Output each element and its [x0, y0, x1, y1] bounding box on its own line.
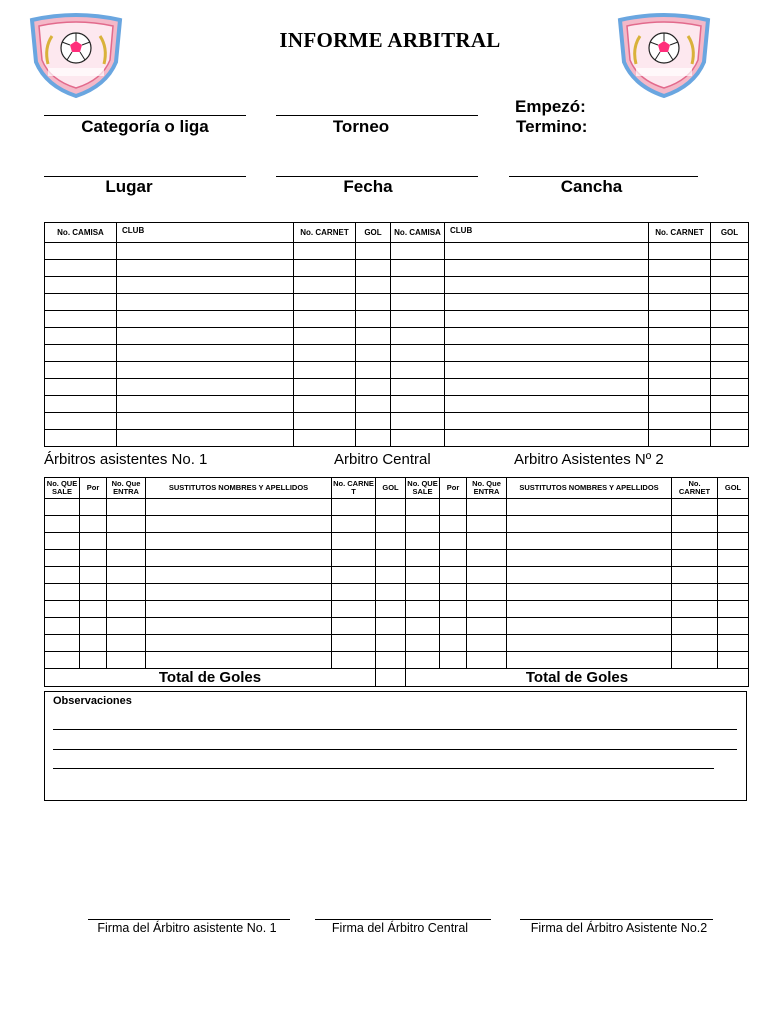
table-cell[interactable]	[406, 533, 440, 550]
table-cell[interactable]	[146, 499, 332, 516]
table-cell[interactable]	[445, 430, 649, 447]
categoria-label: Categoría o liga	[81, 117, 209, 136]
table-cell[interactable]	[391, 362, 445, 379]
table-cell[interactable]	[376, 652, 406, 669]
table-cell[interactable]	[356, 243, 391, 260]
table-cell[interactable]	[356, 430, 391, 447]
table-cell[interactable]	[672, 567, 718, 584]
table-cell[interactable]	[80, 516, 107, 533]
header-que-entra: No. Que ENTRA	[107, 478, 146, 499]
table-cell[interactable]	[672, 516, 718, 533]
table-cell[interactable]	[45, 499, 80, 516]
table-cell[interactable]	[117, 277, 294, 294]
table-row	[45, 379, 749, 396]
table-cell[interactable]	[117, 260, 294, 277]
table-cell[interactable]	[711, 311, 749, 328]
table-cell[interactable]	[718, 567, 749, 584]
table-cell[interactable]	[107, 550, 146, 567]
table-cell[interactable]	[672, 618, 718, 635]
table-cell[interactable]	[294, 345, 356, 362]
table-cell[interactable]	[356, 396, 391, 413]
table-cell[interactable]	[672, 635, 718, 652]
table-cell[interactable]	[391, 311, 445, 328]
table-cell[interactable]	[445, 294, 649, 311]
table-cell[interactable]	[507, 499, 672, 516]
table-cell[interactable]	[672, 550, 718, 567]
table-cell[interactable]	[117, 413, 294, 430]
table-row	[45, 499, 749, 516]
table-cell[interactable]	[467, 533, 507, 550]
table-cell[interactable]	[467, 652, 507, 669]
table-cell[interactable]	[467, 567, 507, 584]
table-cell[interactable]	[391, 260, 445, 277]
table-cell[interactable]	[649, 260, 711, 277]
table-cell[interactable]	[649, 277, 711, 294]
table-cell[interactable]	[711, 260, 749, 277]
table-cell[interactable]	[376, 516, 406, 533]
table-cell[interactable]	[45, 516, 80, 533]
table-cell[interactable]	[332, 550, 376, 567]
table-cell[interactable]	[391, 430, 445, 447]
club-logo-left	[26, 12, 126, 98]
table-cell[interactable]	[718, 533, 749, 550]
header-gol: GOL	[718, 478, 749, 499]
table-cell[interactable]	[45, 362, 117, 379]
table-row	[45, 345, 749, 362]
table-cell[interactable]	[356, 311, 391, 328]
header-por: Por	[80, 478, 107, 499]
header-gol: GOL	[376, 478, 406, 499]
table-cell[interactable]	[45, 618, 80, 635]
header-gol: GOL	[711, 223, 749, 243]
table-cell[interactable]	[445, 328, 649, 345]
table-cell[interactable]	[467, 635, 507, 652]
header-que-sale: No. QUE SALE	[45, 478, 80, 499]
table-cell[interactable]	[294, 396, 356, 413]
table-cell[interactable]	[117, 430, 294, 447]
table-cell[interactable]	[440, 635, 467, 652]
table-cell[interactable]	[718, 499, 749, 516]
table-cell[interactable]	[649, 396, 711, 413]
table-cell[interactable]	[356, 294, 391, 311]
table-cell[interactable]	[356, 260, 391, 277]
lugar-label: Lugar	[105, 177, 153, 196]
table-row	[45, 413, 749, 430]
table-cell[interactable]	[45, 294, 117, 311]
table-cell[interactable]	[107, 652, 146, 669]
table-cell[interactable]	[117, 243, 294, 260]
table-cell[interactable]	[376, 635, 406, 652]
table-cell[interactable]	[45, 396, 117, 413]
header-camisa: No. CAMISA	[45, 223, 117, 243]
table-cell[interactable]	[45, 260, 117, 277]
table-cell[interactable]	[117, 379, 294, 396]
table-cell[interactable]	[376, 533, 406, 550]
table-cell[interactable]	[356, 413, 391, 430]
table-cell[interactable]	[406, 550, 440, 567]
table-cell[interactable]	[332, 652, 376, 669]
table-row	[45, 533, 749, 550]
table-cell[interactable]	[445, 345, 649, 362]
table-cell[interactable]	[391, 413, 445, 430]
table-cell[interactable]	[649, 243, 711, 260]
table-cell[interactable]	[294, 294, 356, 311]
table-cell[interactable]	[80, 601, 107, 618]
table-cell[interactable]	[649, 294, 711, 311]
table-cell[interactable]	[117, 362, 294, 379]
table-cell[interactable]	[376, 618, 406, 635]
table-cell[interactable]	[467, 499, 507, 516]
table-cell[interactable]	[376, 567, 406, 584]
table-cell[interactable]	[718, 516, 749, 533]
table-cell[interactable]	[332, 584, 376, 601]
table-cell[interactable]	[391, 396, 445, 413]
table-cell[interactable]	[356, 345, 391, 362]
table-cell[interactable]	[445, 260, 649, 277]
table-row	[45, 328, 749, 345]
table-cell[interactable]	[332, 533, 376, 550]
table-cell[interactable]	[445, 243, 649, 260]
table-cell[interactable]	[45, 430, 117, 447]
table-cell[interactable]	[649, 430, 711, 447]
table-cell[interactable]	[711, 430, 749, 447]
table-cell[interactable]	[391, 294, 445, 311]
table-cell[interactable]	[406, 618, 440, 635]
table-cell[interactable]	[718, 550, 749, 567]
table-cell[interactable]	[711, 243, 749, 260]
header-carnet: No. CARNE T	[332, 478, 376, 499]
table-cell[interactable]	[80, 635, 107, 652]
table-cell[interactable]	[718, 635, 749, 652]
table-cell[interactable]	[406, 635, 440, 652]
table-cell[interactable]	[294, 379, 356, 396]
table-cell[interactable]	[440, 533, 467, 550]
table-cell[interactable]	[467, 550, 507, 567]
table-cell[interactable]	[146, 618, 332, 635]
table-row	[45, 396, 749, 413]
table-cell[interactable]	[45, 601, 80, 618]
table-cell[interactable]	[107, 499, 146, 516]
table-cell[interactable]	[718, 601, 749, 618]
table-cell[interactable]	[507, 550, 672, 567]
torneo-label: Torneo	[332, 117, 390, 136]
total-goals-cell-left[interactable]	[376, 669, 406, 687]
table-cell[interactable]	[376, 601, 406, 618]
observation-line[interactable]	[53, 749, 737, 750]
table-cell[interactable]	[440, 584, 467, 601]
table-cell[interactable]	[711, 294, 749, 311]
header-gol: GOL	[356, 223, 391, 243]
signature-line-central[interactable]	[315, 919, 491, 920]
table-cell[interactable]	[45, 328, 117, 345]
table-cell[interactable]	[391, 328, 445, 345]
table-cell[interactable]	[718, 584, 749, 601]
table-cell[interactable]	[406, 584, 440, 601]
table-cell[interactable]	[45, 635, 80, 652]
table-cell[interactable]	[356, 379, 391, 396]
table-cell[interactable]	[45, 379, 117, 396]
table-cell[interactable]	[391, 379, 445, 396]
table-cell[interactable]	[672, 601, 718, 618]
table-cell[interactable]	[80, 567, 107, 584]
table-cell[interactable]	[649, 413, 711, 430]
table-row	[45, 635, 749, 652]
table-cell[interactable]	[467, 516, 507, 533]
table-cell[interactable]	[711, 396, 749, 413]
table-cell[interactable]	[711, 277, 749, 294]
table-cell[interactable]	[507, 652, 672, 669]
table-cell[interactable]	[80, 550, 107, 567]
table-cell[interactable]	[507, 567, 672, 584]
header-que-entra: No. Que ENTRA	[467, 478, 507, 499]
table-cell[interactable]	[332, 618, 376, 635]
substitutions-table	[44, 477, 749, 687]
table-cell[interactable]	[672, 652, 718, 669]
table-row	[45, 430, 749, 447]
table-cell[interactable]	[445, 362, 649, 379]
table-cell[interactable]	[718, 652, 749, 669]
table-cell[interactable]	[146, 601, 332, 618]
torneo-line[interactable]	[276, 115, 478, 116]
header-sustitutos: SUSTITUTOS NOMBRES Y APELLIDOS	[146, 478, 332, 499]
table-cell[interactable]	[146, 567, 332, 584]
header-club: CLUB	[117, 223, 294, 243]
table-cell[interactable]	[107, 533, 146, 550]
table-cell[interactable]	[672, 499, 718, 516]
club-logo-right	[614, 12, 714, 98]
table-cell[interactable]	[440, 516, 467, 533]
header-que-sale: No. QUE SALE	[406, 478, 440, 499]
signature-label-central: Firma del Árbitro Central	[331, 921, 469, 935]
table-cell[interactable]	[649, 362, 711, 379]
table-cell[interactable]	[356, 277, 391, 294]
table-cell[interactable]	[356, 328, 391, 345]
total-goals-label-right: Total de Goles	[406, 669, 749, 687]
table-cell[interactable]	[718, 618, 749, 635]
table-cell[interactable]	[440, 652, 467, 669]
table-cell[interactable]	[406, 516, 440, 533]
page-title: INFORME ARBITRAL	[279, 28, 501, 52]
table-cell[interactable]	[406, 567, 440, 584]
signature-line-assistant-1[interactable]	[88, 919, 290, 920]
table-cell[interactable]	[406, 652, 440, 669]
table-cell[interactable]	[445, 413, 649, 430]
table-cell[interactable]	[45, 584, 80, 601]
table-cell[interactable]	[376, 584, 406, 601]
header-carnet: No. CARNET	[649, 223, 711, 243]
table-cell[interactable]	[107, 601, 146, 618]
referee-assistant-1-label: Árbitros asistentes No. 1	[44, 451, 208, 468]
table-row	[45, 243, 749, 260]
table-cell[interactable]	[445, 396, 649, 413]
table-cell[interactable]	[711, 362, 749, 379]
table-cell[interactable]	[649, 345, 711, 362]
table-cell[interactable]	[672, 584, 718, 601]
referee-central-label: Arbitro Central	[334, 451, 431, 468]
table-row	[45, 584, 749, 601]
table-cell[interactable]	[80, 499, 107, 516]
table-cell[interactable]	[391, 243, 445, 260]
players-table	[44, 222, 749, 447]
table-cell[interactable]	[445, 379, 649, 396]
table-row	[45, 260, 749, 277]
table-cell[interactable]	[80, 533, 107, 550]
table-cell[interactable]	[117, 311, 294, 328]
table-cell[interactable]	[507, 533, 672, 550]
table-cell[interactable]	[391, 345, 445, 362]
table-cell[interactable]	[294, 362, 356, 379]
table-cell[interactable]	[332, 601, 376, 618]
table-cell[interactable]	[332, 567, 376, 584]
table-cell[interactable]	[45, 567, 80, 584]
referee-assistant-2-label: Arbitro Asistentes Nº 2	[514, 451, 664, 468]
table-cell[interactable]	[146, 550, 332, 567]
table-row	[45, 652, 749, 669]
table-cell[interactable]	[294, 277, 356, 294]
observation-line[interactable]	[53, 729, 737, 730]
table-cell[interactable]	[440, 499, 467, 516]
header-carnet: No. CARNET	[672, 478, 718, 499]
table-cell[interactable]	[107, 584, 146, 601]
signature-label-assistant-1: Firma del Árbitro asistente No. 1	[97, 921, 277, 935]
table-cell[interactable]	[507, 618, 672, 635]
table-row	[45, 311, 749, 328]
table-cell[interactable]	[711, 379, 749, 396]
header-carnet: No. CARNET	[294, 223, 356, 243]
table-cell[interactable]	[80, 652, 107, 669]
table-cell[interactable]	[146, 516, 332, 533]
table-cell[interactable]	[445, 277, 649, 294]
termino-label: Termino:	[516, 117, 588, 136]
cancha-label: Cancha	[560, 177, 623, 196]
table-cell[interactable]	[406, 601, 440, 618]
table-cell[interactable]	[294, 260, 356, 277]
header-club: CLUB	[445, 223, 649, 243]
table-cell[interactable]	[45, 277, 117, 294]
table-cell[interactable]	[107, 635, 146, 652]
table-cell[interactable]	[294, 243, 356, 260]
table-cell[interactable]	[507, 601, 672, 618]
signature-label-assistant-2: Firma del Árbitro Asistente No.2	[530, 921, 708, 935]
table-row	[45, 601, 749, 618]
table-cell[interactable]	[80, 584, 107, 601]
header-camisa: No. CAMISA	[391, 223, 445, 243]
fecha-label: Fecha	[343, 177, 393, 196]
table-cell[interactable]	[445, 311, 649, 328]
table-cell[interactable]	[294, 311, 356, 328]
table-cell[interactable]	[45, 345, 117, 362]
table-cell[interactable]	[117, 396, 294, 413]
table-cell[interactable]	[45, 550, 80, 567]
table-cell[interactable]	[45, 311, 117, 328]
table-cell[interactable]	[507, 635, 672, 652]
table-cell[interactable]	[376, 499, 406, 516]
table-cell[interactable]	[440, 567, 467, 584]
table-cell[interactable]	[440, 550, 467, 567]
table-cell[interactable]	[376, 550, 406, 567]
table-row	[45, 516, 749, 533]
table-row	[45, 362, 749, 379]
header-sustitutos: SUSTITUTOS NOMBRES Y APELLIDOS	[507, 478, 672, 499]
table-cell[interactable]	[406, 499, 440, 516]
table-cell[interactable]	[332, 499, 376, 516]
table-cell[interactable]	[146, 584, 332, 601]
table-cell[interactable]	[467, 601, 507, 618]
table-cell[interactable]	[672, 533, 718, 550]
table-cell[interactable]	[711, 413, 749, 430]
header-por: Por	[440, 478, 467, 499]
table-cell[interactable]	[146, 652, 332, 669]
table-row	[45, 567, 749, 584]
table-row	[45, 618, 749, 635]
table-cell[interactable]	[45, 652, 80, 669]
signature-line-assistant-2[interactable]	[520, 919, 713, 920]
table-cell[interactable]	[294, 430, 356, 447]
table-cell[interactable]	[649, 379, 711, 396]
table-cell[interactable]	[467, 618, 507, 635]
observations-box[interactable]	[44, 691, 747, 801]
table-cell[interactable]	[107, 567, 146, 584]
table-cell[interactable]	[117, 328, 294, 345]
table-cell[interactable]	[45, 533, 80, 550]
table-row	[45, 550, 749, 567]
table-cell[interactable]	[117, 294, 294, 311]
table-cell[interactable]	[711, 345, 749, 362]
observation-line[interactable]	[53, 768, 714, 769]
table-cell[interactable]	[440, 601, 467, 618]
table-cell[interactable]	[711, 328, 749, 345]
table-cell[interactable]	[146, 635, 332, 652]
table-row	[45, 294, 749, 311]
table-cell[interactable]	[117, 345, 294, 362]
table-cell[interactable]	[507, 584, 672, 601]
table-cell[interactable]	[356, 362, 391, 379]
table-cell[interactable]	[332, 516, 376, 533]
table-cell[interactable]	[467, 584, 507, 601]
table-cell[interactable]	[294, 328, 356, 345]
categoria-line[interactable]	[44, 115, 246, 116]
table-cell[interactable]	[146, 533, 332, 550]
table-cell[interactable]	[45, 413, 117, 430]
table-cell[interactable]	[107, 618, 146, 635]
table-cell[interactable]	[649, 328, 711, 345]
table-cell[interactable]	[107, 516, 146, 533]
table-row	[45, 277, 749, 294]
table-cell[interactable]	[80, 618, 107, 635]
table-cell[interactable]	[440, 618, 467, 635]
table-cell[interactable]	[391, 277, 445, 294]
empezo-label: Empezó:	[515, 97, 586, 116]
table-cell[interactable]	[45, 243, 117, 260]
observations-title: Observaciones	[53, 695, 132, 707]
table-cell[interactable]	[332, 635, 376, 652]
table-cell[interactable]	[649, 311, 711, 328]
table-cell[interactable]	[507, 516, 672, 533]
table-cell[interactable]	[294, 413, 356, 430]
total-goals-label-left: Total de Goles	[45, 669, 376, 687]
